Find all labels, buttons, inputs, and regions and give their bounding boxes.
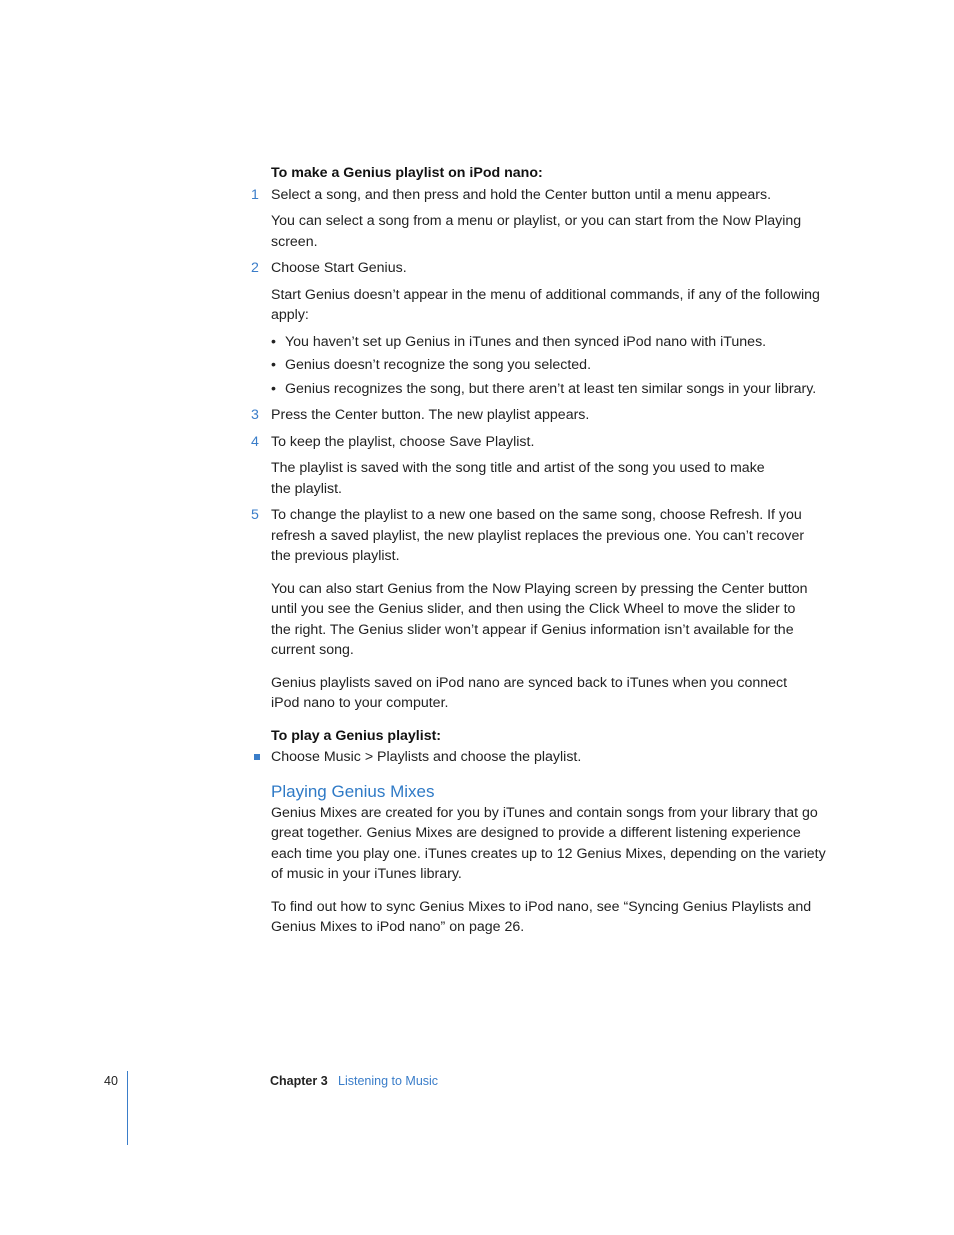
step-2 [251, 258, 831, 279]
chapter-label: Chapter 3 [270, 1074, 328, 1088]
paragraph: You can also start Genius from the Now Playing screen by pressing the Center button until you see the Genius slider, and then using the Click Wheel to move the slider to the right. The Genius slider won’t appear if Genius information isn’t available for the current song. [271, 580, 808, 658]
bullet-item: • Genius recognizes the song, but there aren’t at least ten similar songs in your library. [271, 379, 831, 400]
bullet-dot: • [271, 333, 276, 350]
bullet-item: • You haven’t set up Genius in iTunes and then synced iPod nano with iTunes. [271, 332, 831, 353]
step-number: 2 [251, 260, 259, 276]
paragraph: Genius playlists saved on iPod nano are synced back to iTunes when you connect iPod nano to your computer. [271, 674, 788, 711]
square-bullet-icon [254, 754, 260, 760]
chapter-title: Listening to Music [338, 1074, 439, 1088]
task-heading-make-playlist: To make a Genius playlist on iPod nano: [271, 165, 543, 181]
page-number: 40 [104, 1074, 118, 1088]
step-note: Start Genius doesn’t appear in the menu of additional commands, if any of the following apply: [271, 286, 820, 323]
paragraph: To find out how to sync Genius Mixes to iPod nano, see “Syncing Genius Playlists and Genius Mixes to iPod nano” on page 26. [271, 898, 812, 935]
step-text: Choose Start Genius. [271, 260, 407, 276]
step-note: You can select a song from a menu or playlist, or you can start from the Now Playing screen. [271, 213, 802, 250]
step-5 [251, 505, 831, 567]
step-number: 4 [251, 433, 259, 450]
task-item: Choose Music > Playlists and choose the playlist. [271, 747, 831, 768]
paragraph: Genius Mixes are created for you by iTunes and contain songs from your library that go great together. Genius Mixes are designed to provide a different listening experience each time you play one. iTunes creates up to 12 Genius Mixes, depending on the variety of music in your iTunes library. [271, 804, 826, 882]
step-number: 3 [251, 407, 259, 423]
step-text: To change the playlist to a new one based on the same song, choose Refresh. If you refresh a saved playlist, the new playlist replaces the previous one. You can’t recover the previous playlist. [271, 507, 805, 564]
bullet-item: • Genius doesn’t recognize the song you selected. [271, 355, 831, 376]
step-note: The playlist is saved with the song title and artist of the song you used to make the playlist. [271, 460, 765, 497]
step-4 [251, 432, 831, 453]
step-text: To keep the playlist, choose Save Playlist. [271, 433, 535, 450]
step-text: Press the Center button. The new playlist appears. [271, 407, 590, 423]
task-heading-play-playlist: To play a Genius playlist: [271, 727, 442, 744]
bullet-dot: • [271, 357, 276, 373]
bullet-dot: • [271, 380, 276, 397]
page-content [251, 163, 831, 938]
step-1 [251, 185, 831, 206]
step-text: Select a song, and then press and hold the Center button until a menu appears. [271, 186, 772, 203]
step-number: 1 [251, 186, 259, 203]
step-number: 5 [251, 507, 259, 523]
section-title: Playing Genius Mixes [271, 781, 435, 801]
footer-divider [127, 1071, 128, 1145]
step-3 [251, 405, 831, 426]
